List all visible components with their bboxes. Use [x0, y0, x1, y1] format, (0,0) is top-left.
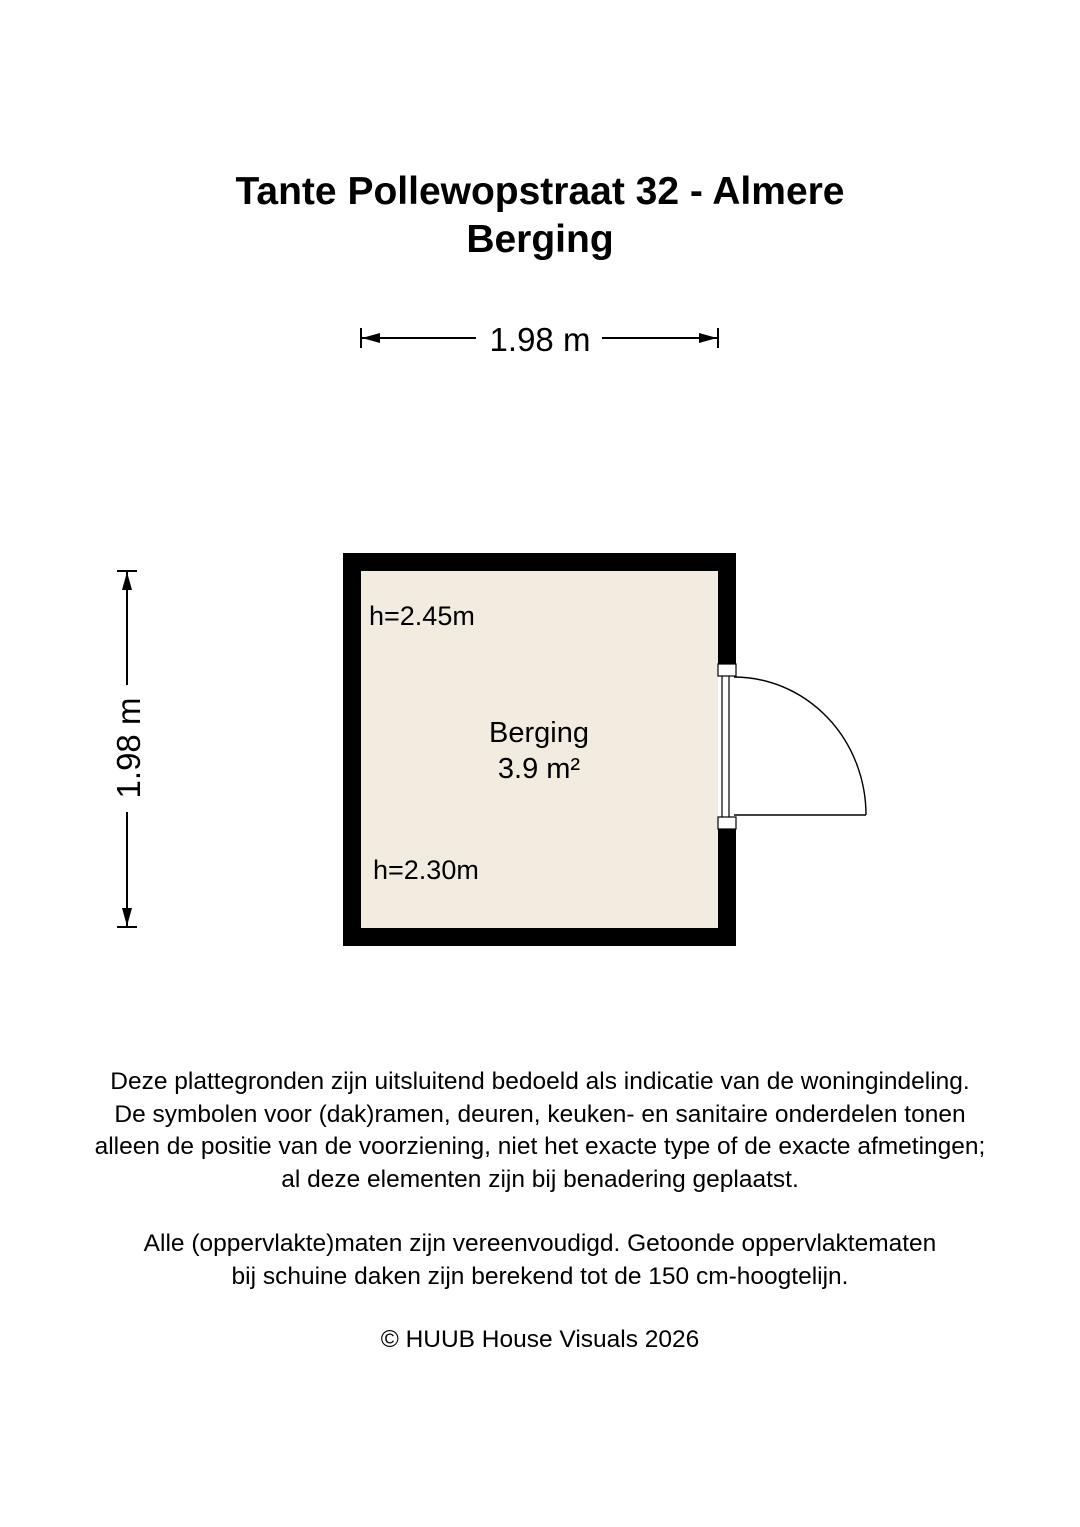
disclaimer-line: Deze plattegronden zijn uitsluitend bedoeld als indicatie van de woningindeling.: [110, 1068, 970, 1095]
room-berging: [343, 553, 866, 946]
door-swing-icon: [734, 677, 866, 815]
address-title: Tante Pollewopstraat 32 - Almere: [235, 170, 845, 213]
room-name: Berging: [489, 717, 589, 749]
depth-label: 1.98 m: [110, 697, 147, 799]
disclaimer-line: al deze elementen zijn bij benadering geplaatst.: [281, 1165, 799, 1193]
wall-left: [343, 553, 361, 946]
floor-title: Berging: [466, 218, 614, 261]
disclaimer-line: alleen de positie van de voorziening, niet het exacte type of de exacte afmetingen;: [94, 1133, 986, 1160]
wall-right-upper: [718, 553, 736, 664]
depth-dimension: [110, 571, 147, 927]
wall-bottom: [343, 928, 736, 946]
room-area: 3.9 m²: [497, 753, 581, 785]
disclaimer: [0, 1066, 1080, 1293]
room-height-bottom: h=2.30m: [373, 855, 479, 885]
wall-right-lower: [718, 829, 736, 946]
disclaimer-line: De symbolen voor (dak)ramen, deuren, keuken- en sanitaire onderdelen tonen: [114, 1100, 966, 1128]
room-height-top: h=2.45m: [369, 601, 475, 631]
wall-top: [343, 553, 736, 571]
area-note-line: bij schuine daken zijn berekend tot de 150 cm-hoogtelijn.: [231, 1262, 849, 1290]
area-note-line: Alle (oppervlakte)maten zijn vereenvoudigd. Getoonde oppervlaktematen: [143, 1230, 937, 1257]
width-dimension: [361, 321, 718, 358]
copyright: © HUUB House Visuals 2026: [380, 1326, 700, 1353]
width-label: 1.98 m: [489, 321, 591, 358]
